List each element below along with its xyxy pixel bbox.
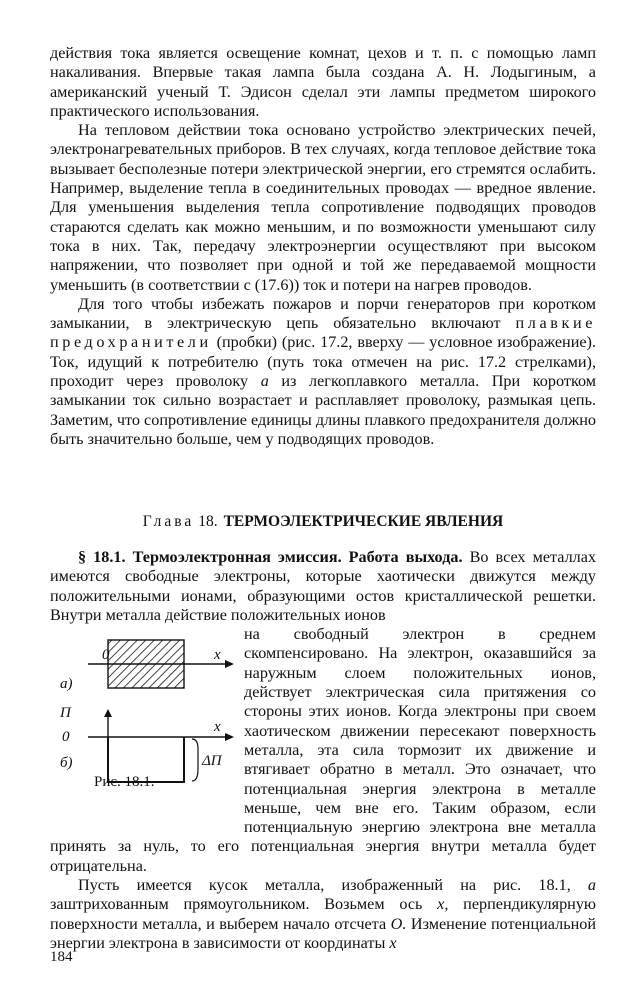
variable-x: x,: [437, 895, 449, 914]
variable-a-2: a: [587, 876, 596, 895]
term-fuses: плавкие предохранители: [50, 314, 597, 352]
origin-top-label: 0: [102, 647, 110, 664]
paragraph-2: На тепловом действии тока основано устройство электрических печей, электронагревательных приборов. В тех случаях, когда тепловое действие тока вызывает бесполезные потери электрической энергии, его стремятся ослабить. Например, выделение тепла в соединительных проводах — вредное явление. Для уменьшения выделения тепла сопротивление подводящих проводов стараются сделать как можно меньшим, и по возможности уменьшают силу тока в них. Так, передачу электроэнергии осуществляют при высоком напряжении, что позволяет при одной и той же передаваемой мощности уменьшить (в соответствии с (17.6)) ток и потери на нагрев проводов.: [50, 121, 596, 294]
chapter-word: Глава: [142, 513, 195, 530]
bottom-axis-arrow-icon: [225, 733, 234, 741]
delta-pi-brace: [192, 739, 198, 781]
last-part-4: Изменение потенциальной энергии электрона в зависимости от координаты: [50, 914, 596, 952]
variable-a: a: [260, 372, 269, 391]
pi-label: П: [60, 705, 71, 722]
section-title: Термоэлектронная эмиссия. Работа выхода.: [132, 548, 463, 566]
page-number: 184: [50, 949, 73, 965]
last-part-3: перпендикулярную поверхности металла, и выберем начало отсчета: [50, 895, 597, 933]
text-block-2: [50, 548, 596, 953]
wrapped-paragraph: на свободный электрон в среднем скомпенсировано. На электрон, оказавшийся за наружным слоем положительных ионов, действует электрическая сила притяжения со стороны этих ионов. Когда электроны при своем хаотическом движении пересекают поверхность металла, эта сила тормозит их движение и втягивает обратно в металл. Это означает, что потенциальная энергия электрона в металле меньше, чем вне его. Таким образом, если потенциальную энергию электрона вне металла принять за нуль, то его потенциальная энергия внутри металла будет отрицательна.: [50, 625, 596, 875]
figure-18-1-diagram: [50, 625, 244, 795]
paragraph-3-part-1: Для того чтобы избежать пожаров и порчи генераторов при коротком замыкании, в электрическую цепь обязательно включают: [50, 294, 596, 333]
section-number: § 18.1.: [78, 548, 126, 566]
label-b: б): [60, 755, 73, 772]
delta-pi-label: ΔП: [202, 753, 222, 770]
paragraph-3-part-3: из легкоплавкого металла. При коротком замыкании ток сильно возрастает и расплавляет проволоку, размыкая цепь. Заметим, что сопротивление единицы длины плавкого предохранителя должно быть значительно больше, чем у подводящих проводов.: [50, 372, 597, 448]
paragraph-3-part-2: (пробки) (рис. 17.2, вверху — условное изображение). Ток, идущий к потребителю (путь тока отмечен на рис. 17.2 стрелками), проходит через проволоку: [50, 333, 596, 391]
variable-o: O.: [390, 914, 407, 933]
chapter-heading: [50, 512, 596, 532]
origin-bottom-label: 0: [62, 729, 70, 746]
section-intro-text: Во всех металлах имеются свободные электроны, которые хаотически движутся между положительными ионами, образующими остов кристаллической решетки. Внутри металла действие положительных ионов: [50, 548, 597, 624]
x-bottom-label: x: [214, 719, 221, 736]
top-axis-arrow-icon: [225, 660, 234, 668]
paragraph-1: действия тока является освещение комнат, цехов и т. п. с помощью ламп накаливания. Впервые такая лампа была создана А. Н. Лодыгиным, а американский ученый Т. Эдисон сделал эти лампы предметом широкого практического использования.: [50, 44, 596, 120]
figure-wrap-block: [50, 625, 596, 876]
section-intro-paragraph: [50, 548, 596, 625]
pi-axis-arrow-icon: [104, 709, 112, 717]
label-a: a): [60, 676, 73, 693]
figure-caption: Рис. 18.1.: [94, 774, 155, 791]
paragraph-3: [50, 295, 596, 449]
x-top-label: x: [214, 647, 221, 664]
last-paragraph: [50, 876, 596, 953]
last-part-2: заштрихованным прямоугольником. Возьмем ось: [50, 895, 423, 914]
chapter-title: ТЕРМОЭЛЕКТРИЧЕСКИЕ ЯВЛЕНИЯ: [223, 513, 504, 530]
chapter-number: 18.: [198, 513, 218, 530]
variable-x-2: x: [389, 933, 397, 952]
text-block-1: [50, 44, 596, 449]
last-part-1: Пусть имеется кусок металла, изображенный на рис. 18.1,: [78, 876, 571, 895]
figure-18-1: [50, 625, 244, 821]
